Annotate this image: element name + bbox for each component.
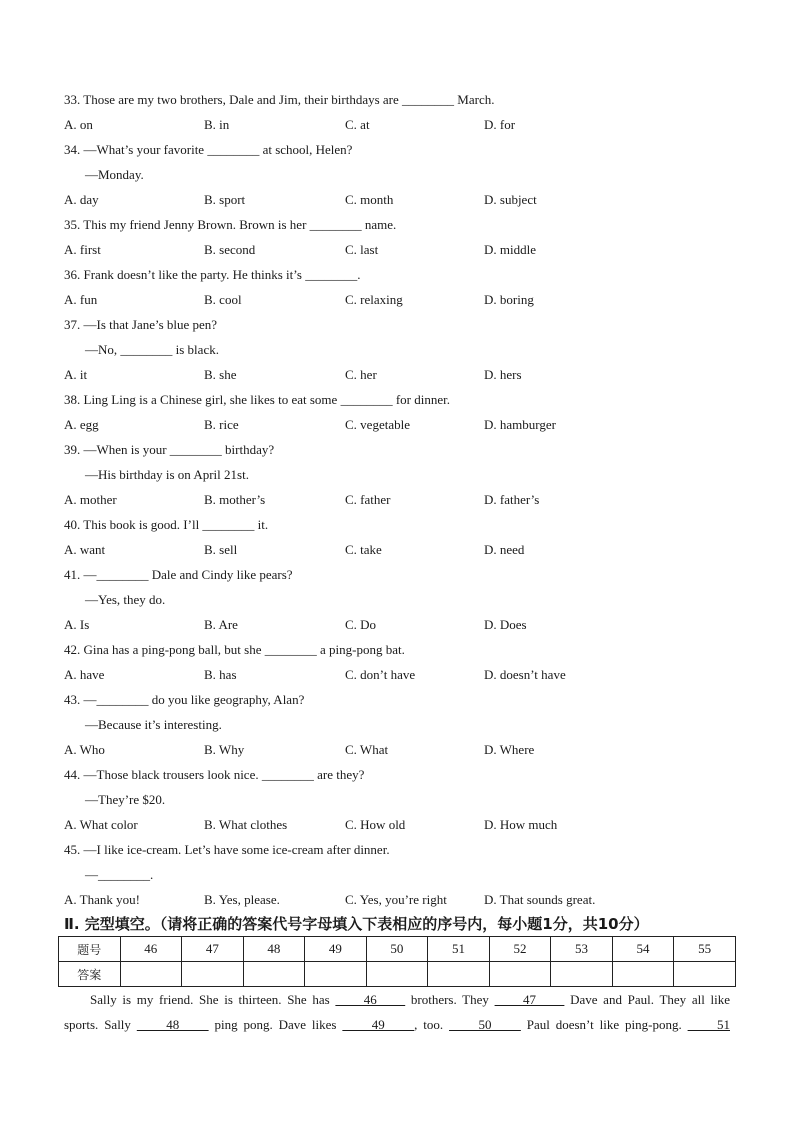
option-c[interactable]: C. last [345,242,379,257]
option-a[interactable]: A. day [64,192,99,207]
blank-slot[interactable]: 48 [136,1017,209,1032]
option-b[interactable]: B. has [204,667,237,682]
option-b[interactable]: B. cool [204,292,242,307]
option-b[interactable]: B. rice [204,417,239,432]
option-b[interactable]: B. in [204,117,230,132]
option-d[interactable]: D. hers [484,367,522,382]
option-a[interactable]: A. first [64,242,101,257]
option-c[interactable]: C. don’t have [345,667,416,682]
answer-cell[interactable] [305,962,367,987]
option-d[interactable]: D. middle [484,242,536,257]
option-d[interactable]: D. for [484,117,516,132]
option-d[interactable]: D. father’s [484,492,540,507]
question-reply: —Yes, they do. [85,592,166,607]
option-a[interactable]: A. mother [64,492,117,507]
option-c[interactable]: C. her [345,367,377,382]
answer-cell[interactable] [551,962,613,987]
cloze-passage [64,987,730,1037]
table-row-label: 答案 [59,962,121,987]
question-number-cell: 49 [305,937,367,962]
question-number-cell: 52 [489,937,551,962]
option-a[interactable]: A. it [64,367,88,382]
question-stem: 36. Frank doesn’t like the party. He thinks it’s ________. [64,267,361,282]
option-c[interactable]: C. What [345,742,389,757]
passage-text: , too. [414,1017,450,1032]
question-reply: —They’re $20. [85,792,166,807]
blank-slot[interactable]: 51 [687,1017,730,1032]
option-c[interactable]: C. take [345,542,382,557]
option-b[interactable]: B. Are [204,617,238,632]
option-c[interactable]: C. vegetable [345,417,410,432]
question-number-cell: 54 [612,937,674,962]
answer-cell[interactable] [182,962,244,987]
option-a[interactable]: A. have [64,667,105,682]
passage-text: Paul doesn’t like ping-pong. [520,1017,688,1032]
table-row-label: 题号 [59,937,121,962]
passage-text: Dave and Paul. They all like [564,992,730,1007]
question-stem: 42. Gina has a ping-pong ball, but she ________ a ping-pong bat. [64,642,405,657]
question-stem: 35. This my friend Jenny Brown. Brown is her ________ name. [64,217,397,232]
answer-cell[interactable] [243,962,305,987]
passage-text: Sally is my friend. She is thirteen. She has [90,992,336,1007]
answer-cell[interactable] [366,962,428,987]
option-d[interactable]: D. That sounds great. [484,892,596,907]
question-number-cell: 46 [120,937,182,962]
option-d[interactable]: D. need [484,542,525,557]
option-a[interactable]: A. fun [64,292,98,307]
option-b[interactable]: B. mother’s [204,492,266,507]
question-stem: 43. —________ do you like geography, Alan? [64,692,305,707]
answer-cell[interactable] [612,962,674,987]
blank-slot[interactable]: 49 [342,1017,415,1032]
blank-slot[interactable]: 50 [449,1017,521,1032]
option-d[interactable]: D. Does [484,617,527,632]
option-d[interactable]: D. doesn’t have [484,667,566,682]
blank-slot[interactable]: 46 [335,992,406,1007]
answer-cell[interactable] [489,962,551,987]
option-d[interactable]: D. subject [484,192,537,207]
option-d[interactable]: D. boring [484,292,534,307]
question-reply: —Monday. [85,167,144,182]
option-b[interactable]: B. sport [204,192,246,207]
question-reply: —________. [85,867,154,882]
question-stem: 37. —Is that Jane’s blue pen? [64,317,218,332]
question-number-cell: 47 [182,937,244,962]
answer-cell[interactable] [428,962,490,987]
option-a[interactable]: A. Is [64,617,90,632]
option-a[interactable]: A. Thank you! [64,892,140,907]
option-c[interactable]: C. father [345,492,391,507]
option-c[interactable]: C. month [345,192,394,207]
option-b[interactable]: B. she [204,367,237,382]
passage-text: sports. Sally [64,1017,137,1032]
question-stem: 45. —I like ice-cream. Let’s have some ice-cream after dinner. [64,842,390,857]
passage-line [64,987,730,1012]
option-a[interactable]: A. on [64,117,93,132]
option-c[interactable]: C. relaxing [345,292,403,307]
answer-cell[interactable] [674,962,736,987]
passage-text: ping pong. Dave likes [208,1017,343,1032]
question-number-cell: 50 [366,937,428,962]
option-a[interactable]: A. What color [64,817,138,832]
question-number-cell: 48 [243,937,305,962]
option-c[interactable]: C. Do [345,617,377,632]
option-a[interactable]: A. Who [64,742,105,757]
blank-slot[interactable]: 47 [494,992,565,1007]
question-stem: 39. —When is your ________ birthday? [64,442,275,457]
section-title: Ⅱ. 完型填空。（请将正确的答案代号字母填入下表相应的序号内，每小题1分，共10分） [64,915,649,933]
question-number-cell: 53 [551,937,613,962]
passage-line [64,1012,730,1037]
option-b[interactable]: B. Why [204,742,245,757]
question-reply: —Because it’s interesting. [85,717,222,732]
option-a[interactable]: A. want [64,542,106,557]
question-stem: 38. Ling Ling is a Chinese girl, she likes to eat some ________ for dinner. [64,392,450,407]
option-b[interactable]: B. second [204,242,256,257]
option-d[interactable]: D. hamburger [484,417,556,432]
passage-text: brothers. They [405,992,495,1007]
question-stem: 33. Those are my two brothers, Dale and Jim, their birthdays are ________ March. [64,92,495,107]
answer-table [58,936,736,987]
question-number-cell: 55 [674,937,736,962]
question-number-cell: 51 [428,937,490,962]
answer-cell[interactable] [120,962,182,987]
question-stem: 44. —Those black trousers look nice. ________ are they? [64,767,365,782]
option-b[interactable]: B. Yes, please. [204,892,280,907]
question-reply: —No, ________ is black. [85,342,219,357]
question-reply: —His birthday is on April 21st. [85,467,249,482]
option-c[interactable]: C. Yes, you’re right [345,892,447,907]
option-d[interactable]: D. How much [484,817,558,832]
option-d[interactable]: D. Where [484,742,535,757]
option-b[interactable]: B. sell [204,542,238,557]
option-b[interactable]: B. What clothes [204,817,288,832]
question-stem: 41. —________ Dale and Cindy like pears? [64,567,293,582]
option-a[interactable]: A. egg [64,417,99,432]
option-c[interactable]: C. How old [345,817,406,832]
question-stem: 34. —What’s your favorite ________ at school, Helen? [64,142,353,157]
option-c[interactable]: C. at [345,117,370,132]
question-stem: 40. This book is good. I’ll ________ it. [64,517,269,532]
